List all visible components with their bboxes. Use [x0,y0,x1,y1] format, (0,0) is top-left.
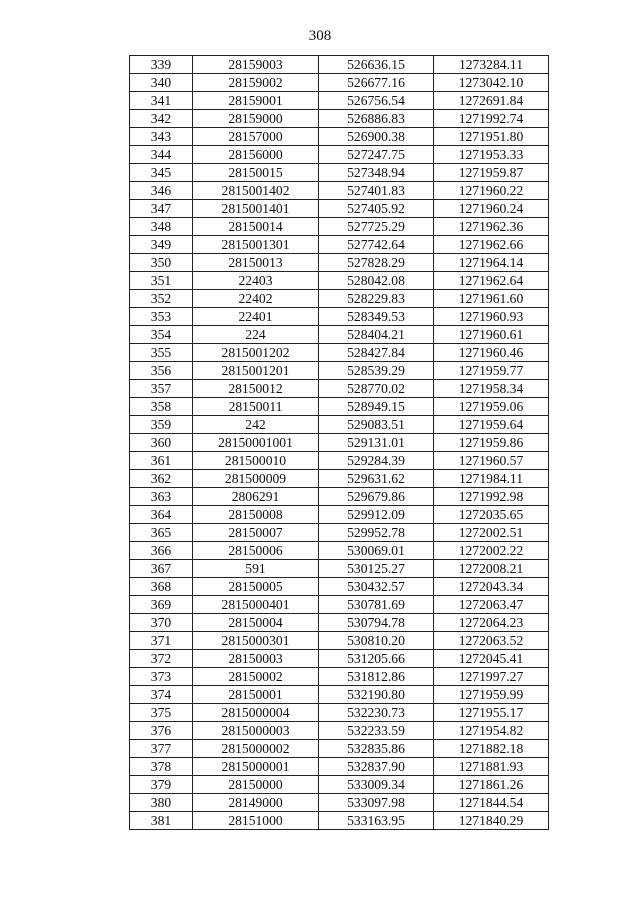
point-id-cell: 2806291 [193,488,319,506]
y-coordinate-cell: 1271959.87 [434,164,549,182]
table-row [130,110,549,128]
y-coordinate-cell: 1271959.77 [434,362,549,380]
row-index-cell: 361 [130,452,193,470]
table-row [130,272,549,290]
table-row [130,434,549,452]
y-coordinate-cell: 1271953.33 [434,146,549,164]
point-id-cell: 28159002 [193,74,319,92]
point-id-cell: 2815001201 [193,362,319,380]
row-index-cell: 376 [130,722,193,740]
row-index-cell: 350 [130,254,193,272]
y-coordinate-cell: 1271962.36 [434,218,549,236]
point-id-cell: 28150002 [193,668,319,686]
point-id-cell: 28150005 [193,578,319,596]
point-id-cell: 28150007 [193,524,319,542]
row-index-cell: 363 [130,488,193,506]
y-coordinate-cell: 1271960.61 [434,326,549,344]
x-coordinate-cell: 531205.66 [319,650,434,668]
point-id-cell: 28150008 [193,506,319,524]
table-row [130,398,549,416]
point-id-cell: 28150001 [193,686,319,704]
y-coordinate-cell: 1271960.24 [434,200,549,218]
y-coordinate-cell: 1271960.57 [434,452,549,470]
table-row [130,524,549,542]
y-coordinate-cell: 1271840.29 [434,812,549,830]
table-row [130,596,549,614]
x-coordinate-cell: 529912.09 [319,506,434,524]
table-row [130,344,549,362]
point-id-cell: 28151000 [193,812,319,830]
x-coordinate-cell: 531812.86 [319,668,434,686]
table-row [130,758,549,776]
y-coordinate-cell: 1272064.23 [434,614,549,632]
y-coordinate-cell: 1271960.22 [434,182,549,200]
point-id-cell: 22403 [193,272,319,290]
y-coordinate-cell: 1272008.21 [434,560,549,578]
table-row [130,704,549,722]
point-id-cell: 28156000 [193,146,319,164]
row-index-cell: 339 [130,56,193,74]
table-row [130,74,549,92]
row-index-cell: 364 [130,506,193,524]
y-coordinate-cell: 1271844.54 [434,794,549,812]
y-coordinate-cell: 1271992.98 [434,488,549,506]
x-coordinate-cell: 526636.15 [319,56,434,74]
point-id-cell: 28150000 [193,776,319,794]
row-index-cell: 367 [130,560,193,578]
x-coordinate-cell: 533009.34 [319,776,434,794]
x-coordinate-cell: 527405.92 [319,200,434,218]
table-body [130,56,549,830]
x-coordinate-cell: 527725.29 [319,218,434,236]
point-id-cell: 2815000401 [193,596,319,614]
y-coordinate-cell: 1271997.27 [434,668,549,686]
y-coordinate-cell: 1272063.47 [434,596,549,614]
x-coordinate-cell: 527247.75 [319,146,434,164]
point-id-cell: 28150012 [193,380,319,398]
table-row [130,236,549,254]
point-id-cell: 28159003 [193,56,319,74]
row-index-cell: 342 [130,110,193,128]
y-coordinate-cell: 1271951.80 [434,128,549,146]
row-index-cell: 373 [130,668,193,686]
point-id-cell: 2815000001 [193,758,319,776]
point-id-cell: 28150003 [193,650,319,668]
row-index-cell: 380 [130,794,193,812]
row-index-cell: 372 [130,650,193,668]
y-coordinate-cell: 1271959.64 [434,416,549,434]
y-coordinate-cell: 1271984.11 [434,470,549,488]
point-id-cell: 28150001001 [193,434,319,452]
table-row [130,722,549,740]
row-index-cell: 351 [130,272,193,290]
row-index-cell: 346 [130,182,193,200]
y-coordinate-cell: 1271881.93 [434,758,549,776]
point-id-cell: 28150006 [193,542,319,560]
y-coordinate-cell: 1272045.41 [434,650,549,668]
x-coordinate-cell: 529131.01 [319,434,434,452]
table-row [130,470,549,488]
point-id-cell: 28150015 [193,164,319,182]
row-index-cell: 345 [130,164,193,182]
point-id-cell: 2815000002 [193,740,319,758]
point-id-cell: 28159001 [193,92,319,110]
x-coordinate-cell: 529952.78 [319,524,434,542]
point-id-cell: 2815001301 [193,236,319,254]
y-coordinate-cell: 1271954.82 [434,722,549,740]
y-coordinate-cell: 1272002.22 [434,542,549,560]
y-coordinate-cell: 1271958.34 [434,380,549,398]
table-row [130,146,549,164]
table-row [130,812,549,830]
row-index-cell: 352 [130,290,193,308]
x-coordinate-cell: 530125.27 [319,560,434,578]
x-coordinate-cell: 529679.86 [319,488,434,506]
x-coordinate-cell: 529083.51 [319,416,434,434]
y-coordinate-cell: 1272691.84 [434,92,549,110]
row-index-cell: 378 [130,758,193,776]
x-coordinate-cell: 530794.78 [319,614,434,632]
row-index-cell: 343 [130,128,193,146]
table-row [130,218,549,236]
row-index-cell: 374 [130,686,193,704]
x-coordinate-cell: 530069.01 [319,542,434,560]
row-index-cell: 356 [130,362,193,380]
row-index-cell: 377 [130,740,193,758]
table-row [130,632,549,650]
point-id-cell: 28157000 [193,128,319,146]
row-index-cell: 344 [130,146,193,164]
y-coordinate-cell: 1272063.52 [434,632,549,650]
x-coordinate-cell: 532230.73 [319,704,434,722]
point-id-cell: 22401 [193,308,319,326]
x-coordinate-cell: 526886.83 [319,110,434,128]
table-row [130,416,549,434]
table-row [130,650,549,668]
row-index-cell: 340 [130,74,193,92]
x-coordinate-cell: 532835.86 [319,740,434,758]
table-row [130,326,549,344]
table-row [130,254,549,272]
row-index-cell: 359 [130,416,193,434]
row-index-cell: 366 [130,542,193,560]
y-coordinate-cell: 1272043.34 [434,578,549,596]
table-row [130,488,549,506]
y-coordinate-cell: 1273284.11 [434,56,549,74]
x-coordinate-cell: 532233.59 [319,722,434,740]
row-index-cell: 353 [130,308,193,326]
y-coordinate-cell: 1271964.14 [434,254,549,272]
row-index-cell: 381 [130,812,193,830]
point-id-cell: 28150011 [193,398,319,416]
point-id-cell: 242 [193,416,319,434]
row-index-cell: 371 [130,632,193,650]
x-coordinate-cell: 528770.02 [319,380,434,398]
point-id-cell: 281500010 [193,452,319,470]
row-index-cell: 379 [130,776,193,794]
y-coordinate-cell: 1272035.65 [434,506,549,524]
row-index-cell: 341 [130,92,193,110]
table-row [130,164,549,182]
row-index-cell: 358 [130,398,193,416]
row-index-cell: 369 [130,596,193,614]
table-row [130,776,549,794]
x-coordinate-cell: 528042.08 [319,272,434,290]
x-coordinate-cell: 528539.29 [319,362,434,380]
x-coordinate-cell: 528229.83 [319,290,434,308]
x-coordinate-cell: 527828.29 [319,254,434,272]
x-coordinate-cell: 529631.62 [319,470,434,488]
table-row [130,200,549,218]
x-coordinate-cell: 526677.16 [319,74,434,92]
x-coordinate-cell: 533097.98 [319,794,434,812]
table-row [130,452,549,470]
x-coordinate-cell: 532190.80 [319,686,434,704]
y-coordinate-cell: 1271959.06 [434,398,549,416]
y-coordinate-cell: 1271960.46 [434,344,549,362]
point-id-cell: 28159000 [193,110,319,128]
y-coordinate-cell: 1273042.10 [434,74,549,92]
x-coordinate-cell: 528427.84 [319,344,434,362]
point-id-cell: 2815001401 [193,200,319,218]
point-id-cell: 2815001202 [193,344,319,362]
table-row [130,542,549,560]
y-coordinate-cell: 1271959.99 [434,686,549,704]
y-coordinate-cell: 1271962.66 [434,236,549,254]
point-id-cell: 591 [193,560,319,578]
y-coordinate-cell: 1271955.17 [434,704,549,722]
y-coordinate-cell: 1271992.74 [434,110,549,128]
point-id-cell: 28150004 [193,614,319,632]
row-index-cell: 355 [130,344,193,362]
table-row [130,668,549,686]
table-row [130,308,549,326]
point-id-cell: 28150014 [193,218,319,236]
table-row [130,362,549,380]
x-coordinate-cell: 530781.69 [319,596,434,614]
x-coordinate-cell: 530810.20 [319,632,434,650]
row-index-cell: 368 [130,578,193,596]
table-row [130,578,549,596]
y-coordinate-cell: 1271962.64 [434,272,549,290]
point-id-cell: 2815000004 [193,704,319,722]
x-coordinate-cell: 526756.54 [319,92,434,110]
point-id-cell: 28150013 [193,254,319,272]
point-id-cell: 281500009 [193,470,319,488]
table-row [130,794,549,812]
table-row [130,56,549,74]
table-row [130,182,549,200]
x-coordinate-cell: 528949.15 [319,398,434,416]
row-index-cell: 365 [130,524,193,542]
x-coordinate-cell: 529284.39 [319,452,434,470]
row-index-cell: 354 [130,326,193,344]
row-index-cell: 349 [130,236,193,254]
x-coordinate-cell: 528404.21 [319,326,434,344]
y-coordinate-cell: 1271960.93 [434,308,549,326]
table-row [130,290,549,308]
x-coordinate-cell: 528349.53 [319,308,434,326]
x-coordinate-cell: 533163.95 [319,812,434,830]
table-row [130,686,549,704]
y-coordinate-cell: 1271961.60 [434,290,549,308]
table-row [130,128,549,146]
point-id-cell: 2815001402 [193,182,319,200]
table-row [130,614,549,632]
x-coordinate-cell: 532837.90 [319,758,434,776]
point-id-cell: 22402 [193,290,319,308]
row-index-cell: 375 [130,704,193,722]
point-id-cell: 224 [193,326,319,344]
y-coordinate-cell: 1271882.18 [434,740,549,758]
point-id-cell: 2815000301 [193,632,319,650]
table-row [130,740,549,758]
row-index-cell: 370 [130,614,193,632]
row-index-cell: 357 [130,380,193,398]
x-coordinate-cell: 527401.83 [319,182,434,200]
x-coordinate-cell: 526900.38 [319,128,434,146]
point-id-cell: 28149000 [193,794,319,812]
table-row [130,560,549,578]
x-coordinate-cell: 527348.94 [319,164,434,182]
page-number: 308 [308,28,332,44]
row-index-cell: 348 [130,218,193,236]
row-index-cell: 360 [130,434,193,452]
coordinates-table [129,55,549,830]
row-index-cell: 347 [130,200,193,218]
y-coordinate-cell: 1271959.86 [434,434,549,452]
table-row [130,506,549,524]
x-coordinate-cell: 530432.57 [319,578,434,596]
table-row [130,92,549,110]
row-index-cell: 362 [130,470,193,488]
x-coordinate-cell: 527742.64 [319,236,434,254]
y-coordinate-cell: 1271861.26 [434,776,549,794]
table-row [130,380,549,398]
y-coordinate-cell: 1272002.51 [434,524,549,542]
point-id-cell: 2815000003 [193,722,319,740]
